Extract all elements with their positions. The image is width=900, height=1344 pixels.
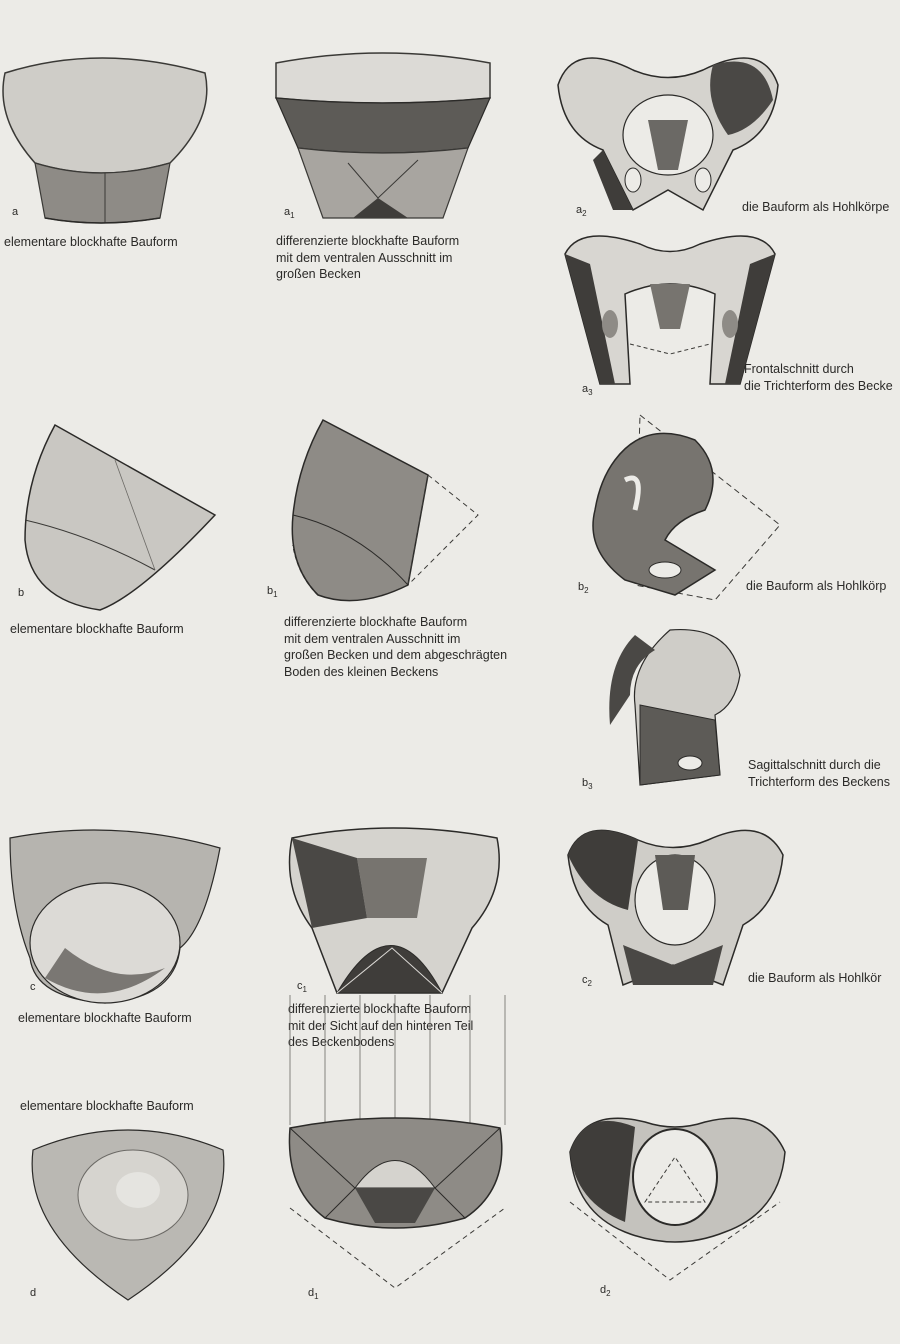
figure-b1-caption: differenzierte blockhafte Bauform mit dem ventralen Ausschnitt im großen Becken und dem abgeschrägten Boden des kleinen Beckens — [284, 615, 508, 679]
figure-d2-label: $d_2$ — [600, 1284, 611, 1299]
figure-a-label: a — [12, 206, 19, 218]
figure-a3-label: $a_3$ — [582, 383, 593, 398]
figure-b1-label: $b_1$ — [267, 585, 278, 600]
figure-c2-caption: die Bauform als Hohlkör — [748, 971, 882, 985]
figure-b2-caption: die Bauform als Hohlkörp — [746, 579, 887, 593]
figure-b3-label: $b_3$ — [582, 777, 593, 792]
figure-a1-block-drawing — [268, 48, 498, 228]
figure-c-label: c — [30, 981, 36, 993]
figure-d-caption: elementare blockhafte Bauform — [20, 1099, 194, 1113]
figure-c2-label: $c_2$ — [582, 974, 592, 989]
figure-d1-label: $d_1$ — [308, 1287, 319, 1302]
figure-d1-block-drawing — [285, 1108, 510, 1293]
figure-a3-caption: Frontalschnitt durch die Trichterform des Becke — [744, 362, 893, 393]
projection-lines — [285, 995, 510, 1125]
figure-d-label: d — [30, 1287, 37, 1299]
figure-d2-hollow-drawing — [565, 1102, 790, 1287]
figure-a2-hollow-drawing — [553, 40, 783, 220]
figure-b-block-drawing — [20, 420, 220, 620]
figure-c1-caption: differenzierte blockhafte Bauform mit der Sicht auf den hinteren Teil des Beckenbodens — [288, 1002, 474, 1049]
figure-a1-label: $a_1$ — [284, 206, 295, 221]
figure-c-block-drawing — [5, 828, 225, 1008]
figure-b3-sagittal-section-drawing — [600, 625, 750, 795]
figure-a-caption: elementare blockhafte Bauform — [4, 235, 178, 249]
figure-a-block-drawing — [0, 48, 215, 228]
figure-b1-block-drawing — [288, 415, 488, 615]
figure-c-caption: elementare blockhafte Bauform — [18, 1011, 192, 1025]
figure-a2-label: $a_2$ — [576, 204, 587, 219]
figure-b2-label: $b_2$ — [578, 581, 589, 596]
figure-b-label: b — [18, 587, 25, 599]
figure-c1-label: $c_1$ — [297, 980, 307, 995]
figure-c2-hollow-drawing — [563, 815, 788, 990]
figure-c1-block-drawing — [282, 818, 507, 998]
figure-b-caption: elementare blockhafte Bauform — [10, 622, 184, 636]
figure-b3-caption: Sagittalschnitt durch die Trichterform des Beckens — [748, 758, 890, 789]
figure-a1-caption: differenzierte blockhafte Bauform mit dem ventralen Ausschnitt im großen Becken — [276, 234, 460, 281]
figure-a2-caption: die Bauform als Hohlkörpe — [742, 200, 890, 214]
figure-d-block-drawing — [28, 1120, 233, 1305]
